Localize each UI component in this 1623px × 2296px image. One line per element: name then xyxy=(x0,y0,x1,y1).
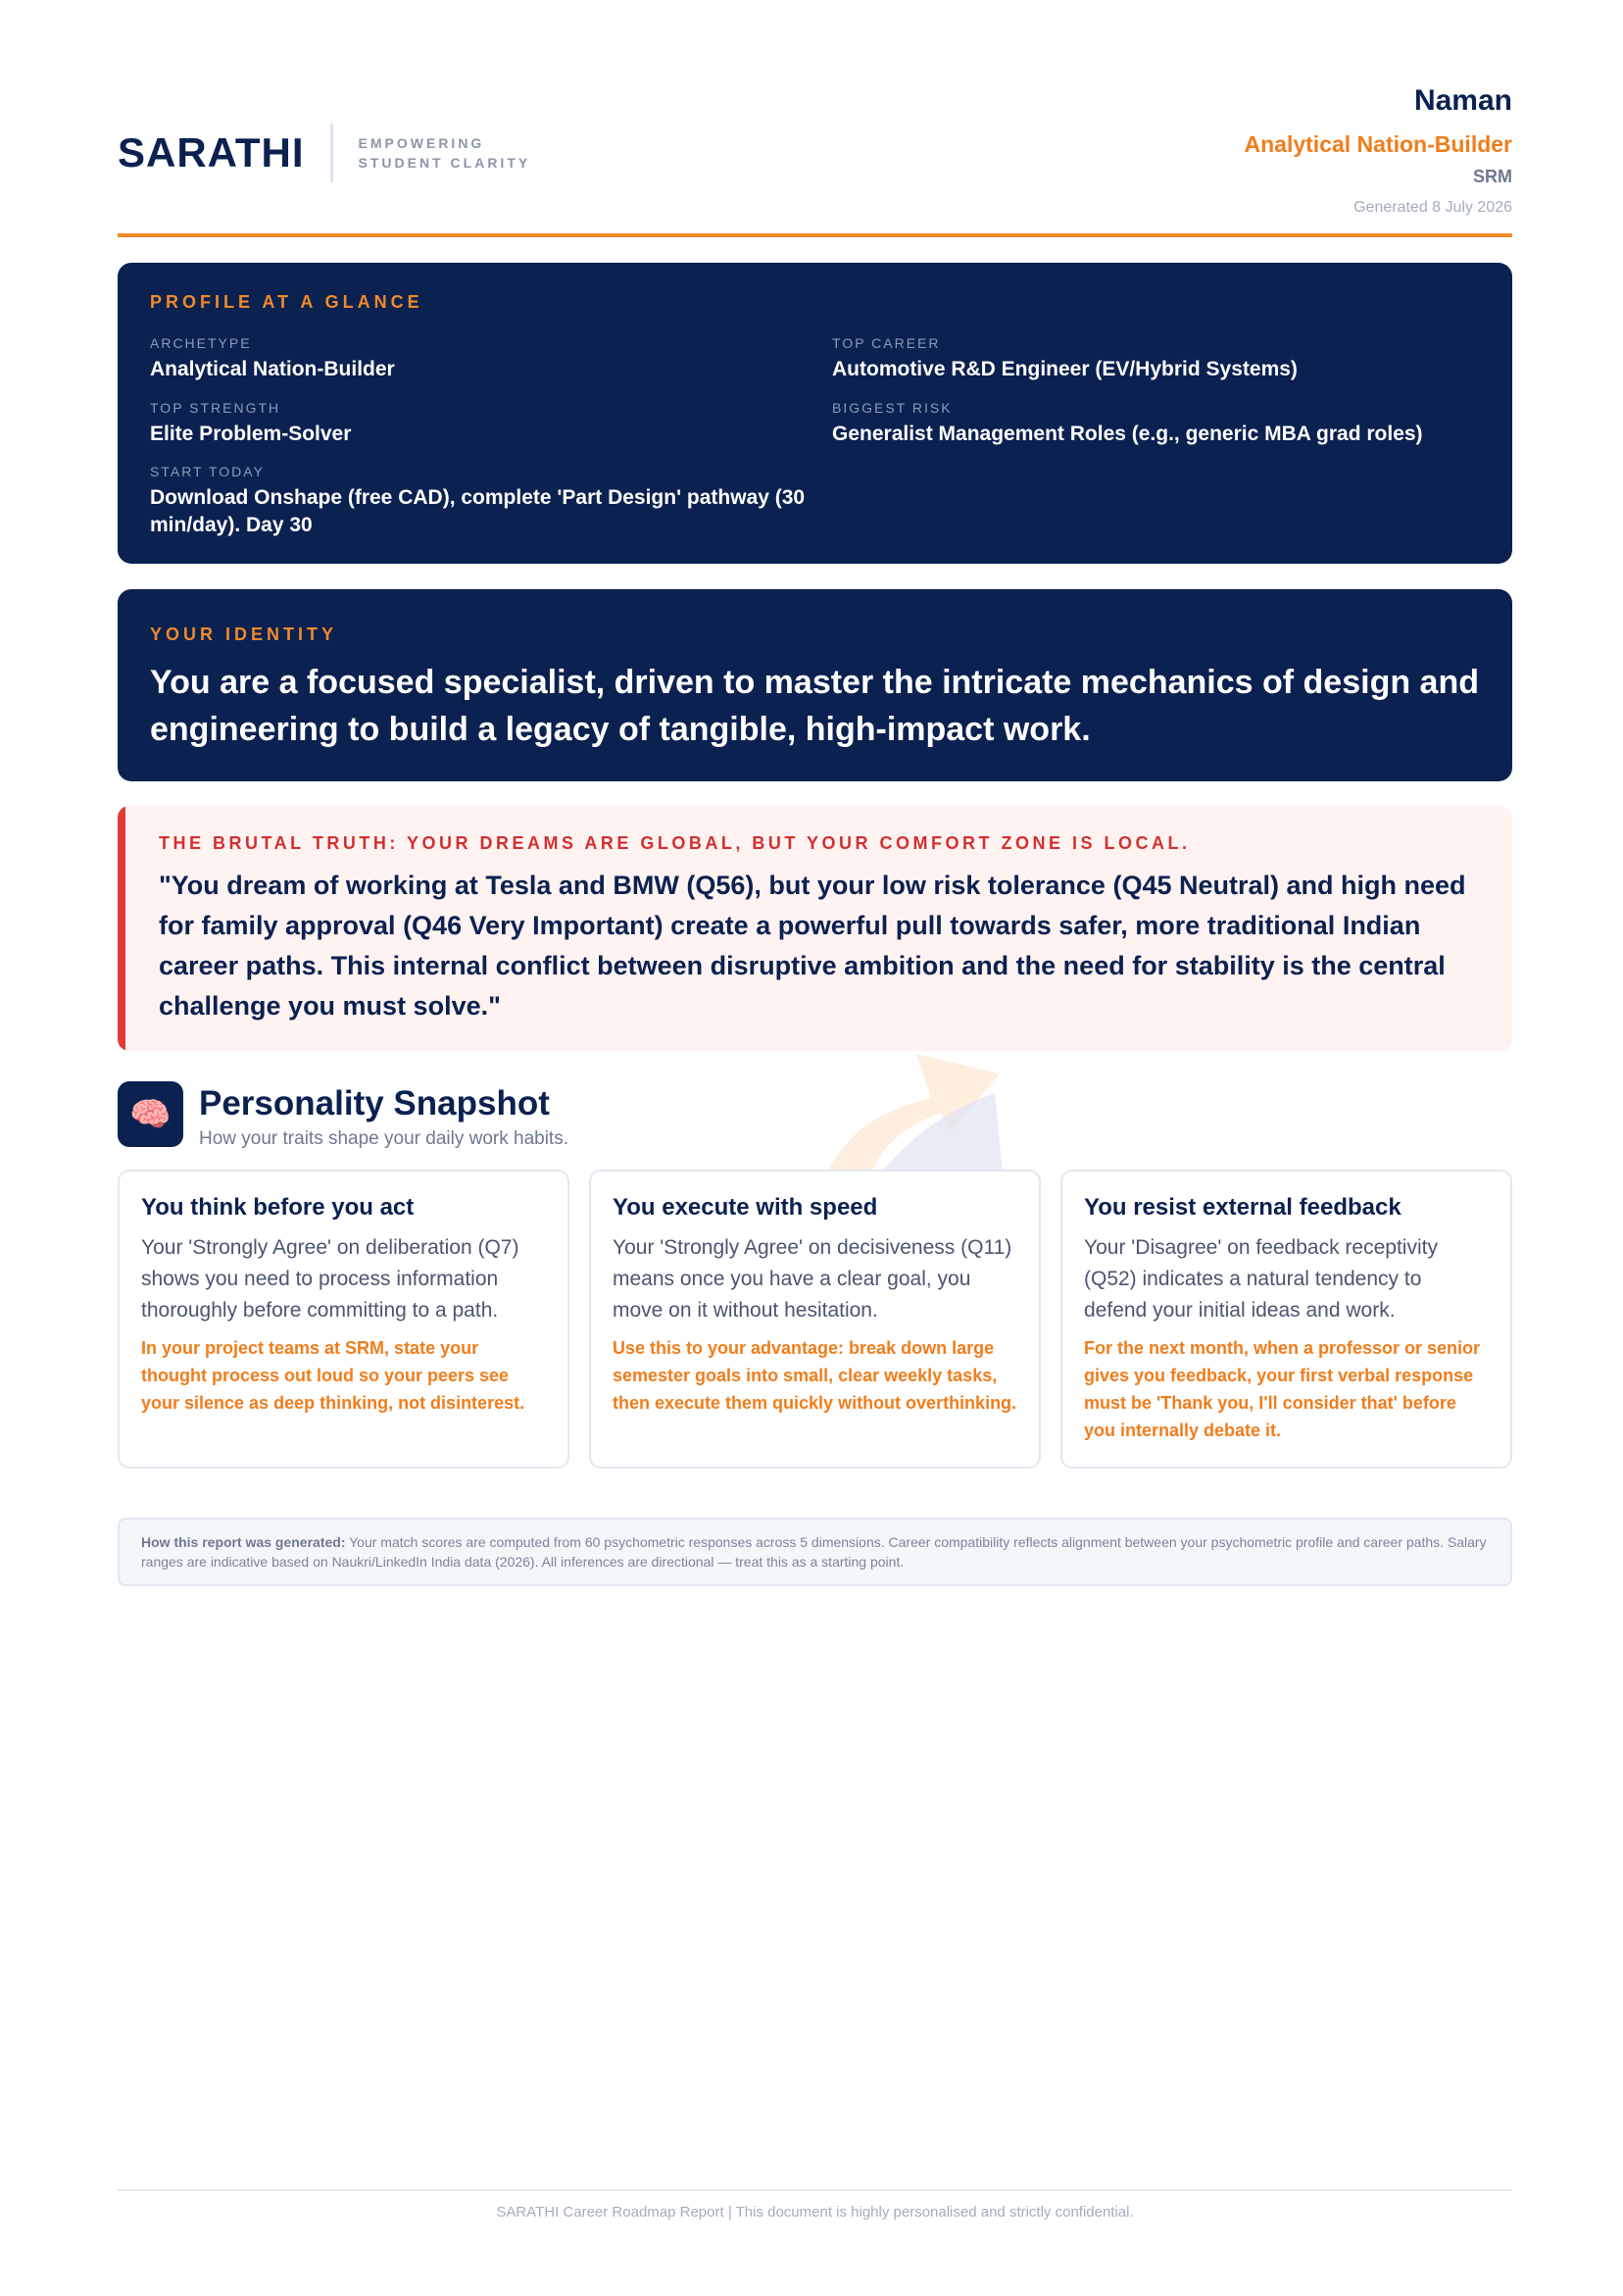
top-strength-value: Elite Problem-Solver xyxy=(150,423,352,445)
archetype-label: ARCHETYPE xyxy=(150,335,252,351)
trait-card xyxy=(589,1170,1041,1469)
profile-at-a-glance-card xyxy=(118,263,1512,564)
identity-card xyxy=(118,589,1512,781)
biggest-risk-value: Generalist Management Roles (e.g., generic MBA grad roles) xyxy=(832,423,1423,445)
methodology-text: Your match scores are computed from 60 psychometric responses across 5 dimensions. Career compatibility reflects alignment between your psychometric profile and career paths. Salary ranges are indicative based on Naukri/LinkedIn India data (2026). All inferences are directional — treat this as a starting point. xyxy=(141,1534,1487,1570)
methodology-label: How this report was generated: xyxy=(141,1534,346,1550)
start-today-label: START TODAY xyxy=(150,464,265,479)
trait-body: Your 'Disagree' on feedback receptivity (Q52) indicates a natural tendency to defend your initial ideas and work. xyxy=(1084,1236,1438,1322)
trait-action: In your project teams at SRM, state your thought process out loud so your peers see your silence as deep thinking, not disinterest. xyxy=(141,1338,525,1413)
brand-tagline-line1: EMPOWERING xyxy=(358,135,485,151)
trait-action: For the next month, when a professor or senior gives you feedback, your first verbal response must be 'Thank you, I'll consider that' before you internally debate it. xyxy=(1084,1338,1481,1440)
glance-title: PROFILE AT A GLANCE xyxy=(150,292,423,312)
glance-top-career xyxy=(832,334,1479,383)
brutal-truth-callout xyxy=(118,806,1512,1051)
trait-title: You resist external feedback xyxy=(1084,1194,1402,1221)
trait-title: You think before you act xyxy=(141,1194,415,1221)
trait-action: Use this to your advantage: break down large semester goals into small, clear weekly tasks, then execute them quickly without overthinking. xyxy=(613,1338,1017,1413)
brand-logo: SARATHI xyxy=(118,129,305,175)
glance-biggest-risk xyxy=(832,399,1479,448)
glance-archetype xyxy=(150,334,797,383)
start-today-value: Download Onshape (free CAD), complete 'Part Design' pathway (30 min/day). Day 30 xyxy=(150,486,806,536)
identity-statement: You are a focused specialist, driven to master the intricate mechanics of design and engineering to build a legacy of tangible, high-impact work. xyxy=(150,664,1479,748)
archetype-value: Analytical Nation-Builder xyxy=(150,358,395,380)
footer-divider xyxy=(118,2189,1512,2191)
brain-icon: 🧠 xyxy=(118,1081,183,1147)
personality-snapshot-header xyxy=(118,1081,1512,1160)
top-career-value: Automotive R&D Engineer (EV/Hybrid Systems) xyxy=(832,358,1298,380)
brand-divider xyxy=(330,124,333,182)
brutal-truth-quote: "You dream of working at Tesla and BMW (Q56), but your low risk tolerance (Q45 Neutral) and high need for family approval (Q46 Very Important) create a powerful pull towards safer, more traditional Indian career paths. This internal conflict between disruptive ambition and the need for stability is the central challenge you must solve." xyxy=(159,871,1466,1021)
report-header xyxy=(118,75,1512,235)
footer-text: SARATHI Career Roadmap Report | This document is highly personalised and strictly confidential. xyxy=(496,2204,1134,2221)
biggest-risk-label: BIGGEST RISK xyxy=(832,400,953,416)
personality-title: Personality Snapshot xyxy=(199,1084,550,1123)
callout-accent-bar xyxy=(118,806,125,1051)
trait-cards xyxy=(118,1170,1512,1469)
methodology-note xyxy=(118,1518,1512,1586)
trait-card xyxy=(118,1170,569,1469)
top-strength-label: TOP STRENGTH xyxy=(150,400,281,416)
trait-body: Your 'Strongly Agree' on decisiveness (Q11) means once you have a clear goal, you move on it without hesitation. xyxy=(613,1236,1012,1322)
glance-top-strength xyxy=(150,399,797,448)
student-name: Naman xyxy=(1413,84,1512,117)
student-college: SRM xyxy=(1473,167,1512,186)
trait-card xyxy=(1060,1170,1512,1469)
brand-block xyxy=(118,124,530,182)
brutal-truth-title: THE BRUTAL TRUTH: YOUR DREAMS ARE GLOBAL, BUT YOUR COMFORT ZONE IS LOCAL. xyxy=(159,833,1191,853)
trait-body: Your 'Strongly Agree' on deliberation (Q7) shows you need to process information thoroughly before committing to a path. xyxy=(141,1236,519,1322)
report-page xyxy=(118,0,1512,2296)
glance-start-today xyxy=(150,463,807,539)
student-info xyxy=(1245,82,1512,219)
brand-tagline-line2: STUDENT CLARITY xyxy=(358,155,531,171)
header-divider xyxy=(118,233,1512,237)
top-career-label: TOP CAREER xyxy=(832,335,941,351)
brand-tagline xyxy=(359,133,531,173)
identity-title: YOUR IDENTITY xyxy=(150,624,338,644)
generated-date: Generated 8 July 2026 xyxy=(1353,199,1512,216)
personality-subtitle: How your traits shape your daily work habits. xyxy=(199,1128,568,1149)
trait-title: You execute with speed xyxy=(613,1194,878,1221)
student-archetype: Analytical Nation-Builder xyxy=(1244,131,1512,157)
